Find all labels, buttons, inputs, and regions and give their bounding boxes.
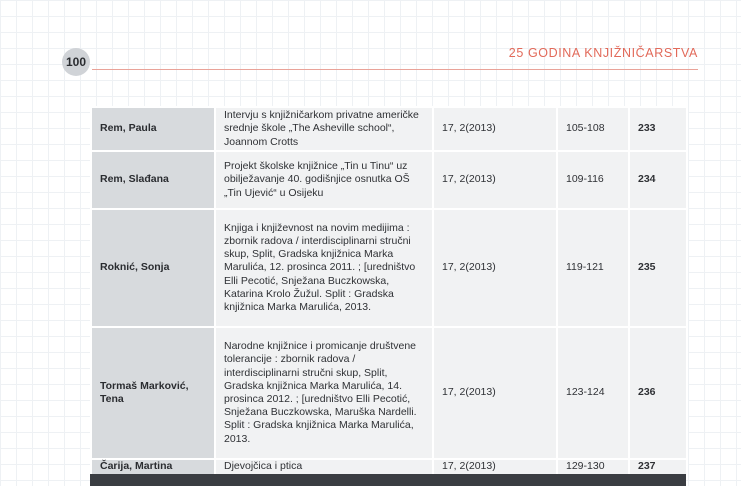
- author-cell: Rem, Slađana: [91, 151, 215, 209]
- issue-cell: 17, 2(2013): [433, 151, 557, 209]
- title-cell: Projekt školske knjižnice „Tin u Tinu“ uz obilježavanje 40. godišnjice osnutka OŠ „Tin Ujević“ u Osijeku: [215, 151, 433, 209]
- pages-cell: 123-124: [557, 327, 629, 459]
- table-footer-bar: [90, 474, 686, 486]
- issue-cell: 17, 2(2013): [433, 459, 557, 475]
- table-row: [91, 107, 687, 151]
- header-divider: [92, 69, 698, 70]
- table-row: [91, 459, 687, 475]
- page-number-badge: [62, 48, 90, 76]
- pages-cell: 109-116: [557, 151, 629, 209]
- issue-cell: 17, 2(2013): [433, 327, 557, 459]
- entry-number-cell: 235: [629, 209, 687, 327]
- bibliography-table: [90, 106, 688, 476]
- pages-cell: 119-121: [557, 209, 629, 327]
- author-cell: Roknić, Sonja: [91, 209, 215, 327]
- title-cell: Intervju s knjižničarkom privatne američke srednje škole „The Asheville school“, Joannom Crotts: [215, 107, 433, 151]
- title-cell: Knjiga i književnost na novim medijima : zbornik radova / interdisciplinarni stručni skup, Split, Gradska knjižnica Marka Marulića, 12. prosinca 2011. ; [uredništvo Elli Pecotić, Snježana Buczkowska, Katarina Krolo Žužul. Split : Gradska knjižnica Marka Marulića, 2013.: [215, 209, 433, 327]
- entry-number-cell: 237: [629, 459, 687, 475]
- entry-number-cell: 236: [629, 327, 687, 459]
- issue-cell: 17, 2(2013): [433, 209, 557, 327]
- title-cell: Djevojčica i ptica: [215, 459, 433, 475]
- running-header-title: 25 GODINA KNJIŽNIČARSTVA: [508, 46, 698, 60]
- author-cell: Čarija, Martina: [91, 459, 215, 475]
- page-number: 100: [65, 55, 87, 69]
- title-cell: Narodne knjižnice i promicanje društvene tolerancije : zbornik radova / interdisciplinarni stručni skup, Split, Gradska knjižnica Marka Marulića, 14. prosinca 2012. ; [uredništvo Elli Pecotić, Snježana Buczkowska, Maruška Nardelli. Split : Gradska knjižnica Marka Marulića, 2013.: [215, 327, 433, 459]
- author-cell: Rem, Paula: [91, 107, 215, 151]
- table-row: [91, 327, 687, 459]
- entry-number-cell: 233: [629, 107, 687, 151]
- entry-number-cell: 234: [629, 151, 687, 209]
- pages-cell: 105-108: [557, 107, 629, 151]
- pages-cell: 129-130: [557, 459, 629, 475]
- author-cell: Tormaš Marković, Tena: [91, 327, 215, 459]
- table-row: [91, 151, 687, 209]
- issue-cell: 17, 2(2013): [433, 107, 557, 151]
- table-row: [91, 209, 687, 327]
